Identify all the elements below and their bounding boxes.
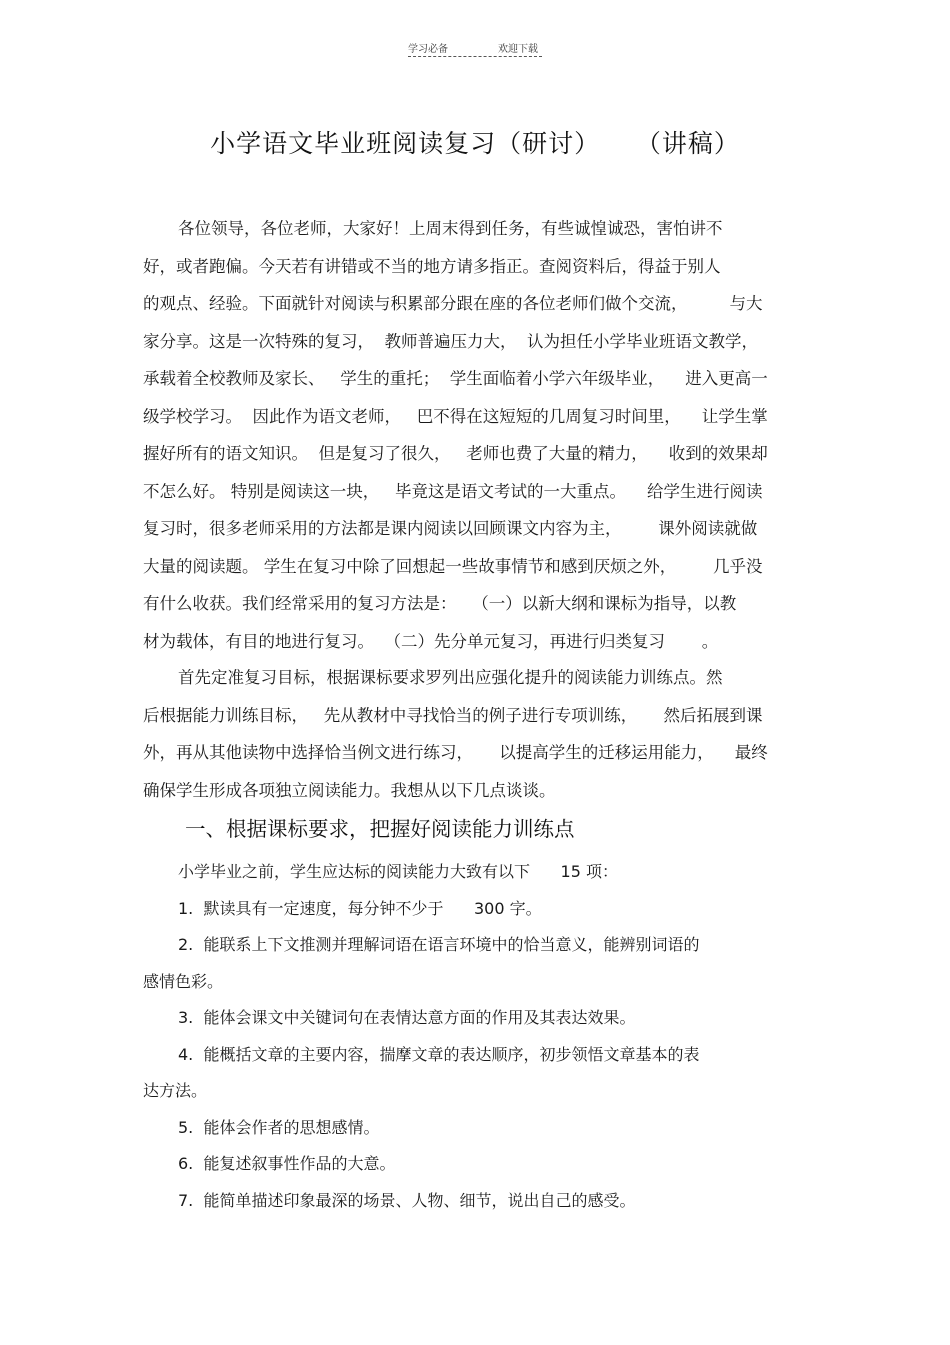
list-item-continuation: 感情色彩。 <box>143 971 224 991</box>
paragraph-intro <box>143 210 807 660</box>
paragraph-line: 后根据能力训练目标， 先从教材中寻找恰当的例子进行专项训练， 然后拓展到课 <box>143 705 763 725</box>
paragraph-line: 有什么收获。我们经常采用的复习方法是： （一）以新大纲和课标为指导，以教 <box>143 594 737 613</box>
paragraph-line: 的观点、经验。下面就针对阅读与积累部分跟在座的各位老师们做个交流， 与大 <box>143 294 763 313</box>
paragraph-line: 家分享。这是一次特殊的复习， 教师普遍压力大， 认为担任小学毕业班语文教学， <box>143 331 758 351</box>
paragraph-line: 确保学生形成各项独立阅读能力。我想从以下几点谈谈。 <box>143 780 556 800</box>
list-item: 3. 能体会课文中关键词句在表情达意方面的作用及其表达效果。 <box>178 1008 636 1027</box>
header-left-text: 学习必备 <box>408 44 448 55</box>
paragraph-line: 级学校学习。 因此作为语文老师， 巴不得在这短短的几周复习时间里， 让学生掌 <box>143 406 768 426</box>
paragraph-line: 不怎么好。 特别是阅读这一块， 毕竟这是语文考试的一大重点。 给学生进行阅读 <box>143 481 763 501</box>
page-header <box>408 38 542 57</box>
section-heading: 一、根据课标要求，把握好阅读能力训练点 <box>185 817 575 841</box>
document-title: 小学语文毕业班阅读复习（研讨） （讲稿） <box>210 129 740 158</box>
list-item: 2. 能联系上下文推测并理解词语在语言环境中的恰当意义，能辨别词语的 <box>178 935 700 954</box>
list-item: 6. 能复述叙事性作品的大意。 <box>178 1154 396 1173</box>
list-item: 5. 能体会作者的思想感情。 <box>178 1117 380 1137</box>
paragraph-line: 材为载体，有目的地进行复习。 （二）先分单元复习，再进行归类复习 。 <box>143 631 719 651</box>
list-item-continuation: 达方法。 <box>143 1081 208 1100</box>
list-item: 4. 能概括文章的主要内容，揣摩文章的表达顺序，初步领悟文章基本的表 <box>178 1044 700 1064</box>
paragraph-line: 各位领导，各位老师，大家好！上周末得到任务，有些诚惶诚恐，害怕讲不 <box>178 219 723 238</box>
paragraph-line: 大量的阅读题。 学生在复习中除了回想起一些故事情节和感到厌烦之外， 几乎没 <box>143 556 763 576</box>
paragraph-line: 好，或者跑偏。今天若有讲错或不当的地方请多指正。查阅资料后，得益于别人 <box>143 256 721 276</box>
paragraph-line: 握好所有的语文知识。 但是复习了很久， 老师也费了大量的精力， 收到的效果却 <box>143 444 768 463</box>
header-right-text: 欢迎下载 <box>498 44 538 55</box>
paragraph-line: 复习时，很多老师采用的方法都是课内阅读以回顾课文内容为主， 课外阅读就做 <box>143 519 758 538</box>
paragraph-line: 首先定准复习目标，根据课标要求罗列出应强化提升的阅读能力训练点。然 <box>178 668 723 687</box>
list-item: 7. 能简单描述印象最深的场景、人物、细节，说出自己的感受。 <box>178 1190 636 1210</box>
paragraph-goals <box>143 659 807 809</box>
paragraph-line: 承载着全校教师及家长、 学生的重托； 学生面临着小学六年级毕业， 进入更高一 <box>143 369 768 388</box>
list-item: 1. 默读具有一定速度，每分钟不少于 300 字。 <box>178 898 542 918</box>
list-intro: 小学毕业之前，学生应达标的阅读能力大致有以下 15 项： <box>178 862 618 881</box>
paragraph-line: 外，再从其他读物中选择恰当例文进行练习， 以提高学生的迁移运用能力， 最终 <box>143 743 768 762</box>
ability-list <box>143 854 807 1219</box>
